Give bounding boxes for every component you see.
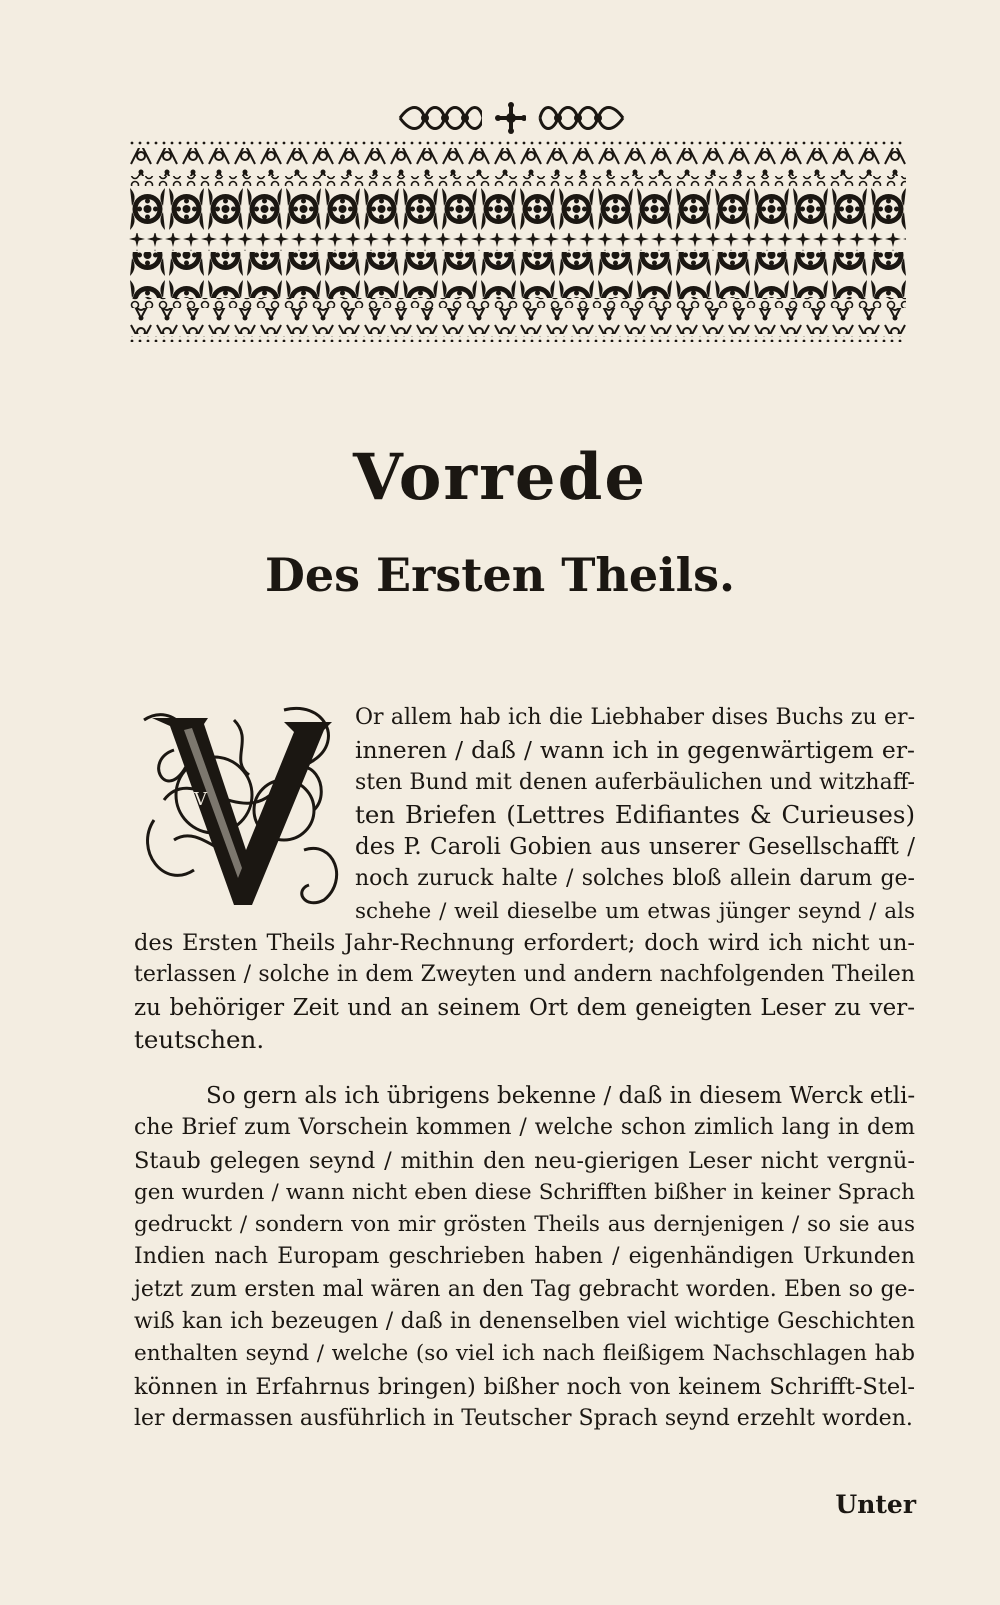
text-line: terlassen / solche in dem Zweyten und andern nachfolgenden Theilen — [134, 962, 915, 988]
cross-fleuron-icon — [494, 101, 527, 135]
top-ornament — [395, 98, 625, 138]
text-line: So gern als ich übrigens bekenne / daß in diesem Werck etli- — [206, 1083, 916, 1109]
text-line: ler dermassen ausführlich in Teutscher Sprach seynd erzehlt worden. — [134, 1405, 913, 1431]
ornamental-headpiece — [128, 140, 906, 345]
paragraph-1-beside-initial — [355, 702, 915, 928]
text-line: teutschen. — [134, 1024, 265, 1054]
catchword: Unter — [835, 1490, 916, 1519]
text-line: Staub gelegen seynd / mithin den neu-gierigen Leser nicht vergnü- — [134, 1147, 915, 1174]
text-line: ten Briefen (Lettres Edifiantes & Curieuses) — [355, 799, 915, 829]
page-title: Vorrede — [352, 440, 648, 515]
text-line: wiß kan ich bezeugen / daß in denenselben viel wichtige Geschichten — [134, 1309, 915, 1335]
text-line: che Brief zum Vorschein kommen / welche schon zimlich lang in dem — [134, 1115, 915, 1141]
left-fleuron-icon — [395, 101, 482, 135]
text-line: sten Bund mit denen auferbäulichen und witzhaff- — [355, 769, 915, 795]
text-line: können in Erfahrnus bringen) bißher noch von keinem Schrifft-Stel- — [134, 1373, 915, 1400]
right-fleuron-icon — [538, 101, 625, 135]
text-line: enthalten seynd / welche (so viel ich nach fleißigem Nachschlagen hab — [134, 1341, 915, 1367]
text-line: zu behöriger Zeit und an seinem Ort dem geneigten Leser zu ver- — [134, 994, 915, 1021]
text-line: Or allem hab ich die Liebhaber dises Buchs zu er- — [355, 705, 915, 730]
text-line: schehe / weil dieselbe um etwas jünger seynd / als — [355, 898, 915, 924]
decorated-initial — [134, 700, 352, 910]
text-line: noch zuruck halte / solches bloß allein darum ge- — [355, 866, 915, 892]
text-line: gedruckt / sondern von mir grösten Theils aus dernjenigen / so sie aus — [134, 1212, 915, 1238]
initial-letter: V — [194, 789, 207, 810]
text-line: des Ersten Theils Jahr-Rechnung erfordert; doch wird ich nicht un- — [134, 930, 915, 956]
text-line: inneren / daß / wann ich in gegenwärtigem er- — [355, 736, 915, 765]
text-line: des P. Caroli Gobien aus unserer Gesellschafft / — [355, 834, 915, 861]
text-line: gen wurden / wann nicht eben diese Schrifften bißher in keiner Sprach — [134, 1179, 915, 1205]
paragraph-2 — [134, 1080, 915, 1435]
paragraph-1-continuation — [134, 927, 915, 1056]
page-subtitle: Des Ersten Theils. — [264, 548, 736, 602]
text-line: jetzt zum ersten mal wären an den Tag gebracht worden. Eben so ge- — [134, 1276, 915, 1302]
text-line: Indien nach Europam geschrieben haben / eigenhändigen Urkunden — [134, 1244, 915, 1270]
